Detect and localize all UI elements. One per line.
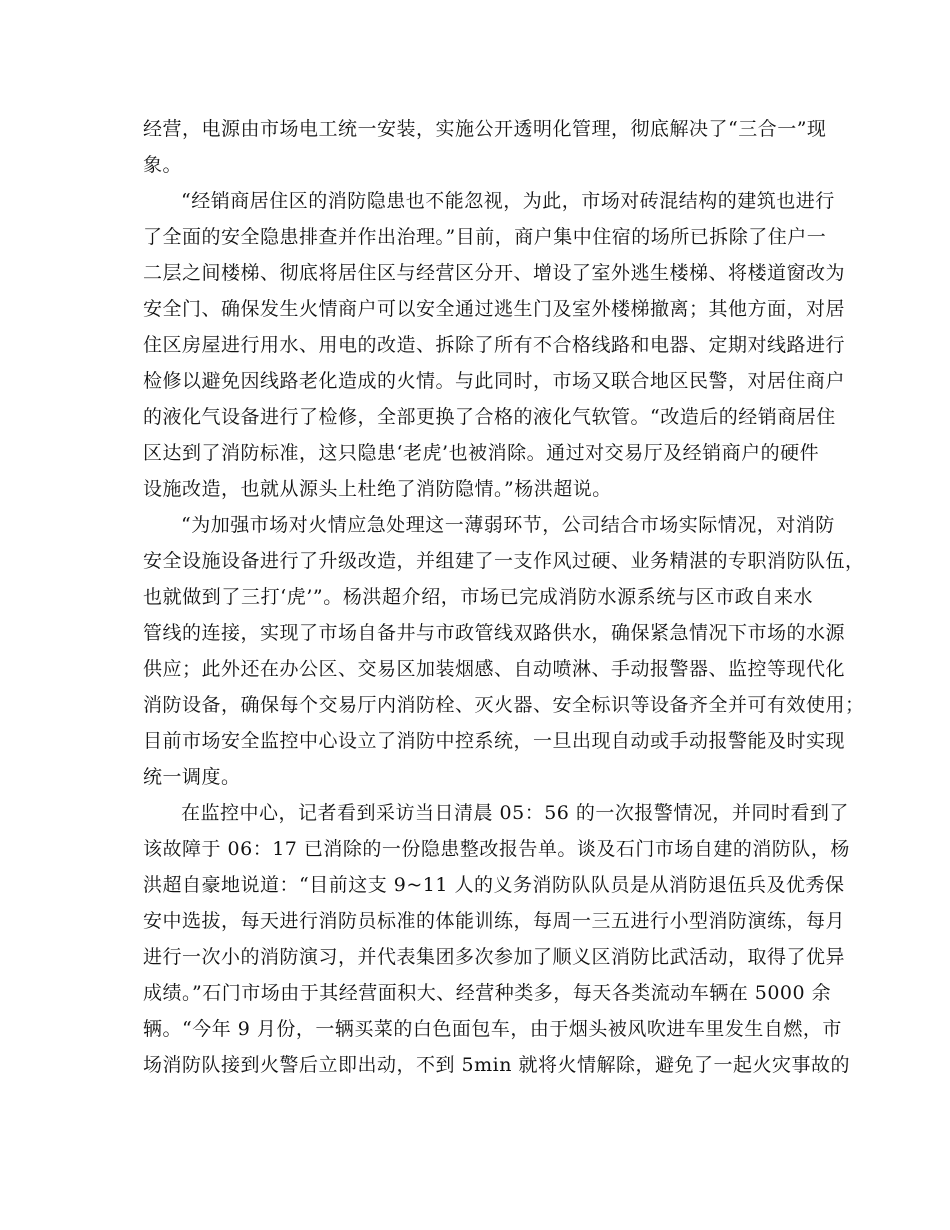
text-line: 也就做到了三打‘虎’”。杨洪超介绍，市场已完成消防水源系统与区市政自来水 xyxy=(143,586,813,608)
text-line: 该故障于 06：17 已消除的一份隐患整改报告单。谈及石门市场自建的消防队，杨 xyxy=(143,838,850,860)
text-line: 洪超自豪地说道：“目前这支 9~11 人的义务消防队队员是从消防退伍兵及优秀保 xyxy=(143,874,845,896)
text-line: 消防设备，确保每个交易厅内消防栓、灭火器、安全标识等设备齐全并可有效使用； xyxy=(143,694,865,716)
text-line: 安全门、确保发生火情商户可以安全通过逃生门及室外楼梯撤离；其他方面，对居 xyxy=(143,298,846,320)
text-line: 进行一次小的消防演习，并代表集团多次参加了顺义区消防比武活动，取得了优异 xyxy=(143,946,846,968)
text-line: 管线的连接，实现了市场自备井与市政管线双路供水，确保紧急情况下市场的水源 xyxy=(143,622,846,644)
text-line: 检修以避免因线路老化造成的火情。与此同时，市场又联合地区民警，对居住商户 xyxy=(143,370,846,392)
text-line: 住区房屋进行用水、用电的改造、拆除了所有不合格线路和电器、定期对线路进行 xyxy=(143,334,846,356)
text-line: “为加强市场对火情应急处理这一薄弱环节，公司结合市场实际情况，对消防 xyxy=(181,514,835,536)
text-line: 场消防队接到火警后立即出动，不到 5min 就将火情解除，避免了一起火灾事故的 xyxy=(143,1054,850,1076)
text-line: 安全设施设备进行了升级改造，并组建了一支作风过硬、业务精湛的专职消防队伍， xyxy=(143,550,865,572)
text-line: 目前市场安全监控中心设立了消防中控系统，一旦出现自动或手动报警能及时实现 xyxy=(143,730,846,752)
text-line: 设施改造，也就从源头上杜绝了消防隐情。”杨洪超说。 xyxy=(143,478,612,500)
text-line: 经营，电源由市场电工统一安装，实施公开透明化管理，彻底解决了“三合一”现 xyxy=(143,118,827,140)
text-line: “经销商居住区的消防隐患也不能忽视，为此，市场对砖混结构的建筑也进行 xyxy=(181,190,835,212)
text-line: 统一调度。 xyxy=(143,766,241,788)
text-line: 供应；此外还在办公区、交易区加装烟感、自动喷淋、手动报警器、监控等现代化 xyxy=(143,658,846,680)
text-line: 象。 xyxy=(143,154,183,176)
text-line: 二层之间楼梯、彻底将居住区与经营区分开、增设了室外逃生楼梯、将楼道窗改为 xyxy=(143,262,846,284)
text-line: 区达到了消防标准，这只隐患‘老虎’也被消除。通过对交易厅及经销商户的硬件 xyxy=(143,442,820,464)
text-line: 了全面的安全隐患排查并作出治理。”目前，商户集中住宿的场所已拆除了住户一 xyxy=(143,226,827,248)
text-line: 安中选拔，每天进行消防员标准的体能训练，每周一三五进行小型消防演练，每月 xyxy=(143,910,846,932)
text-line: 在监控中心，记者看到采访当日清晨 05：56 的一次报警情况，并同时看到了 xyxy=(181,802,849,824)
text-line: 成绩。”石门市场由于其经营面积大、经营种类多，每天各类流动车辆在 5000 余 xyxy=(143,982,832,1004)
text-line: 的液化气设备进行了检修，全部更换了合格的液化气软管。“改造后的经销商居住 xyxy=(143,406,836,428)
text-line: 辆。“今年 9 月份，一辆买菜的白色面包车，由于烟头被风吹进车里发生自燃，市 xyxy=(143,1018,842,1040)
